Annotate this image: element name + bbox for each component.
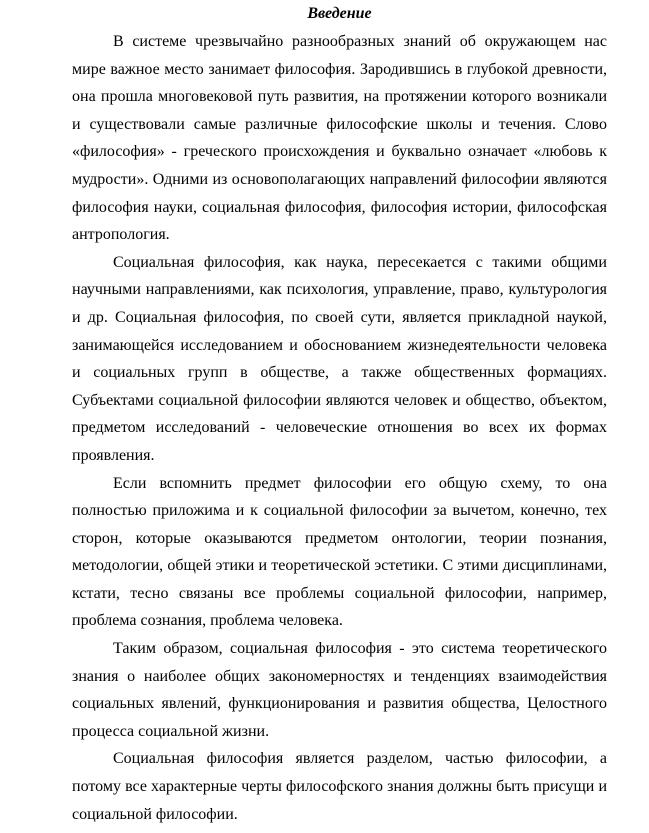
paragraph-2: Социальная философия, как наука, пересекается с такими общими научными направлениями, как психология, управление, право, культурология и др. Социальная философия, по своей сути, является прикладной наукой, занимающейся исследованием и обоснованием жизнедеятельности человека и социальных групп в обществе, а также общественных формациях. Субъектами социальной философии являются человек и общество, объектом, предметом исследований - человеческие отношения во всех их формах проявления.: [72, 253, 607, 464]
document-title: Введение: [307, 5, 372, 22]
paragraph-3: Если вспомнить предмет философии его общую схему, то она полностью приложима и к социальной философии за вычетом, конечно, тех сторон, которые оказываются предметом онтологии, теории познания, методологии, общей этики и теоретической эстетики. С этими дисциплинами, кстати, тесно связаны все проблемы социальной философии, например, проблема сознания, проблема человека.: [72, 474, 607, 630]
paragraph-1: В системе чрезвычайно разнообразных знаний об окружающем нас мире важное место занимает философия. Зародившись в глубокой древности, она прошла многовековой путь развития, на протяжении которого возникали и существовали самые различные философские школы и течения. Слово «философия» - греческого происхождения и буквально означает «любовь к мудрости». Одними из основополагающих направлений философии являются философия науки, социальная философия, философия истории, философская антропология.: [72, 33, 607, 244]
paragraph-5: Социальная философия является разделом, частью философии, а потому все характерные черты философского знания должны быть присущи и социальной философии.: [72, 750, 607, 823]
paragraph-4: Таким образом, социальная философия - это система теоретического знания о наиболее общих закономерностях и тенденциях взаимодействия социальных явлений, функционирования и развития общества, Целостного процесса социальной жизни.: [72, 640, 607, 740]
